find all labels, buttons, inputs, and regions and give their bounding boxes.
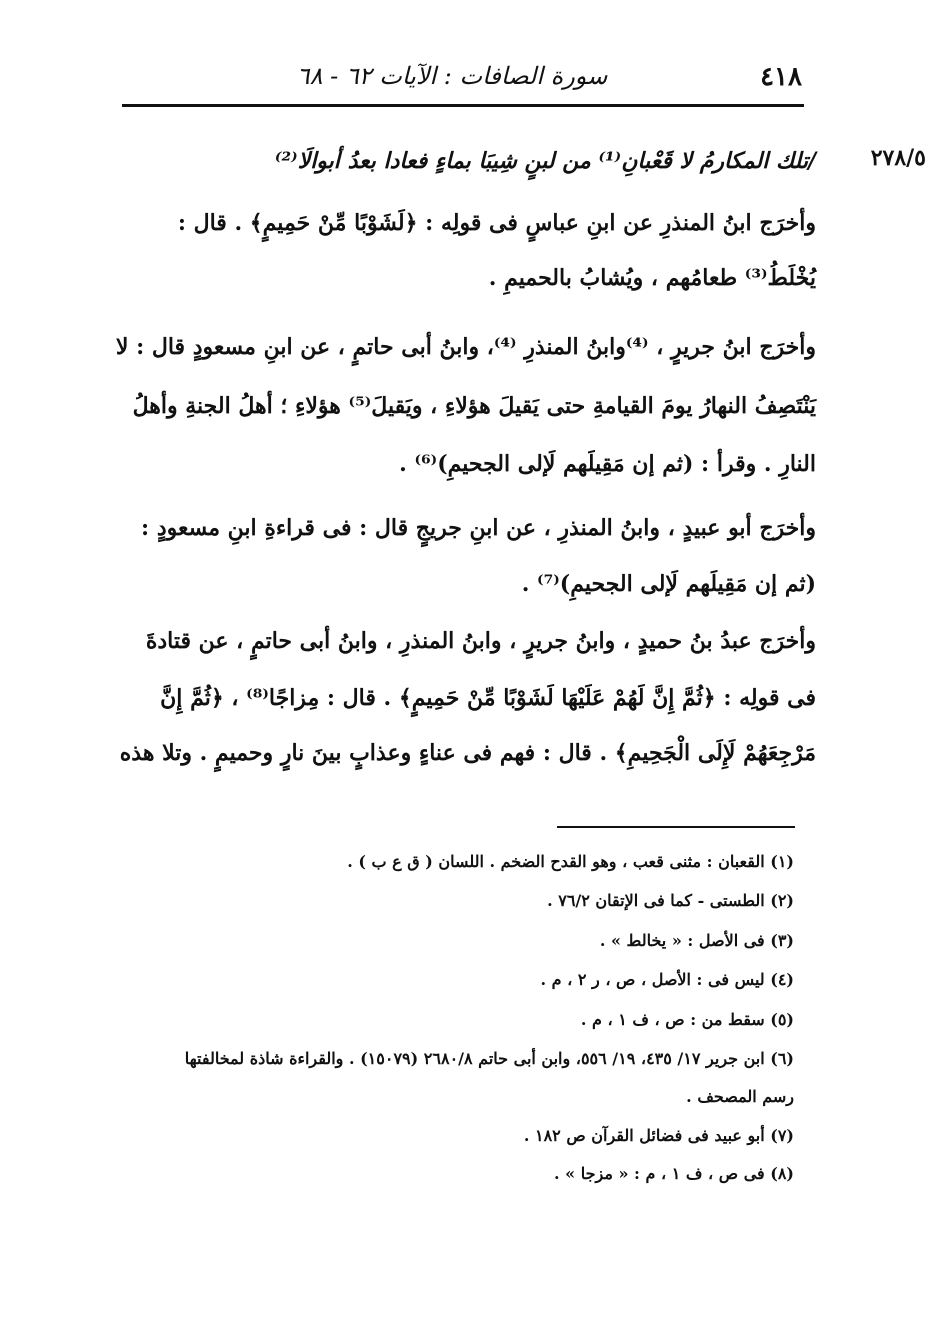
footnote: (١) القعبان : مثنى قعب ، وهو القدح الضخم . اللسان ( ق ع ب ) . [347,852,794,871]
page-header [122,58,802,98]
text-line: وأخرَج ابنُ المنذرِ عن ابنِ عباسٍ فى قولِه : ﴿لَشَوْبًا مِّنْ حَمِيمٍ﴾ . قال : [177,210,816,236]
margin-reference: ٢٧٨/٥ [870,145,926,171]
footnote: (٧) أبو عبيد فى فضائل القرآن ص ١٨٢ . [523,1126,794,1145]
footnote: (٨) فى ص ، ف ١ ، م : « مزجا » . [554,1164,794,1183]
text-line: يُخْلَطُ⁽³⁾ طعامُهم ، ويُشابُ بالحميمِ . [488,265,816,291]
text-line: وأخرَج ابنُ جريرٍ ، ⁽⁴⁾وابنُ المنذرِ ⁽⁴⁾، وابنُ أبى حاتمٍ ، عن ابنِ مسعودٍ قال : لا [115,334,816,360]
running-title: سورة الصافات : الآيات ٦٢ - ٦٨ [296,62,608,90]
text-line: يَنْتَصِفُ النهارُ يومَ القيامةِ حتى يَقيلَ هؤلاءِ ، ويَقيلَ⁽⁵⁾ هؤلاءِ ؛ أهلُ الجنةِ وأهلُ [132,393,816,419]
header-rule [122,104,804,107]
text-line: وأخرَج عبدُ بنُ حميدٍ ، وابنُ جريرٍ ، وابنُ المنذرِ ، وابنُ أبى حاتمٍ ، عن قتادةَ [145,628,816,654]
page-number: ٤١٨ [760,62,802,92]
footnote: (٣) فى الأصل : « يخالط » . [599,931,794,950]
footnote: (٢) الطستى - كما فى الإتقان ٧٦/٢ . [547,891,794,910]
footnote: (٥) سقط من : ص ، ف ١ ، م . [580,1010,794,1029]
text-line: وأخرَج أبو عبيدٍ ، وابنُ المنذرِ ، عن ابنِ جريجٍ قال : فى قراءةِ ابنِ مسعودٍ : [141,515,816,541]
footnote: (٦) ابن جرير ١٧/ ٤٣٥، ١٩/ ٥٥٦، وابن أبى حاتم ٢٦٨٠/٨ (١٥٠٧٩) . والقراءة شاذة لمخالفتها [184,1049,794,1068]
text-line: مَرْجِعَهُمْ لَإِلَى الْجَحِيمِ﴾ . قال : فهم فى عناءٍ وعذابٍ بينَ نارٍ وحميمٍ . وتلا هذه [119,740,816,766]
footnote-continuation: رسم المصحف . [686,1087,794,1106]
poetry-line: /تلك المكارمُ لا قَعْبانِ⁽¹⁾ من لبنٍ شِيبَا بماءٍ فعادا بعدُ أبوالَا⁽²⁾ [274,148,816,174]
text-line: فى قولِه : ﴿ثُمَّ إِنَّ لَهُمْ عَلَيْهَا لَشَوْبًا مِّنْ حَمِيمٍ﴾ . قال : مِزاجًا⁽⁸⁾ ، ﴿ثُمَّ إِنَّ [160,685,816,711]
footnote: (٤) ليس فى : الأصل ، ص ، ر ٢ ، م . [540,970,794,989]
footnote-separator [557,826,795,828]
text-line: النارِ . وقرأ : (ثم إن مَقِيلَهم لَإلى الجحيمِ)⁽⁶⁾ . [399,451,816,477]
text-line: (ثم إن مَقِيلَهم لَإلى الجحيمِ)⁽⁷⁾ . [521,571,816,597]
